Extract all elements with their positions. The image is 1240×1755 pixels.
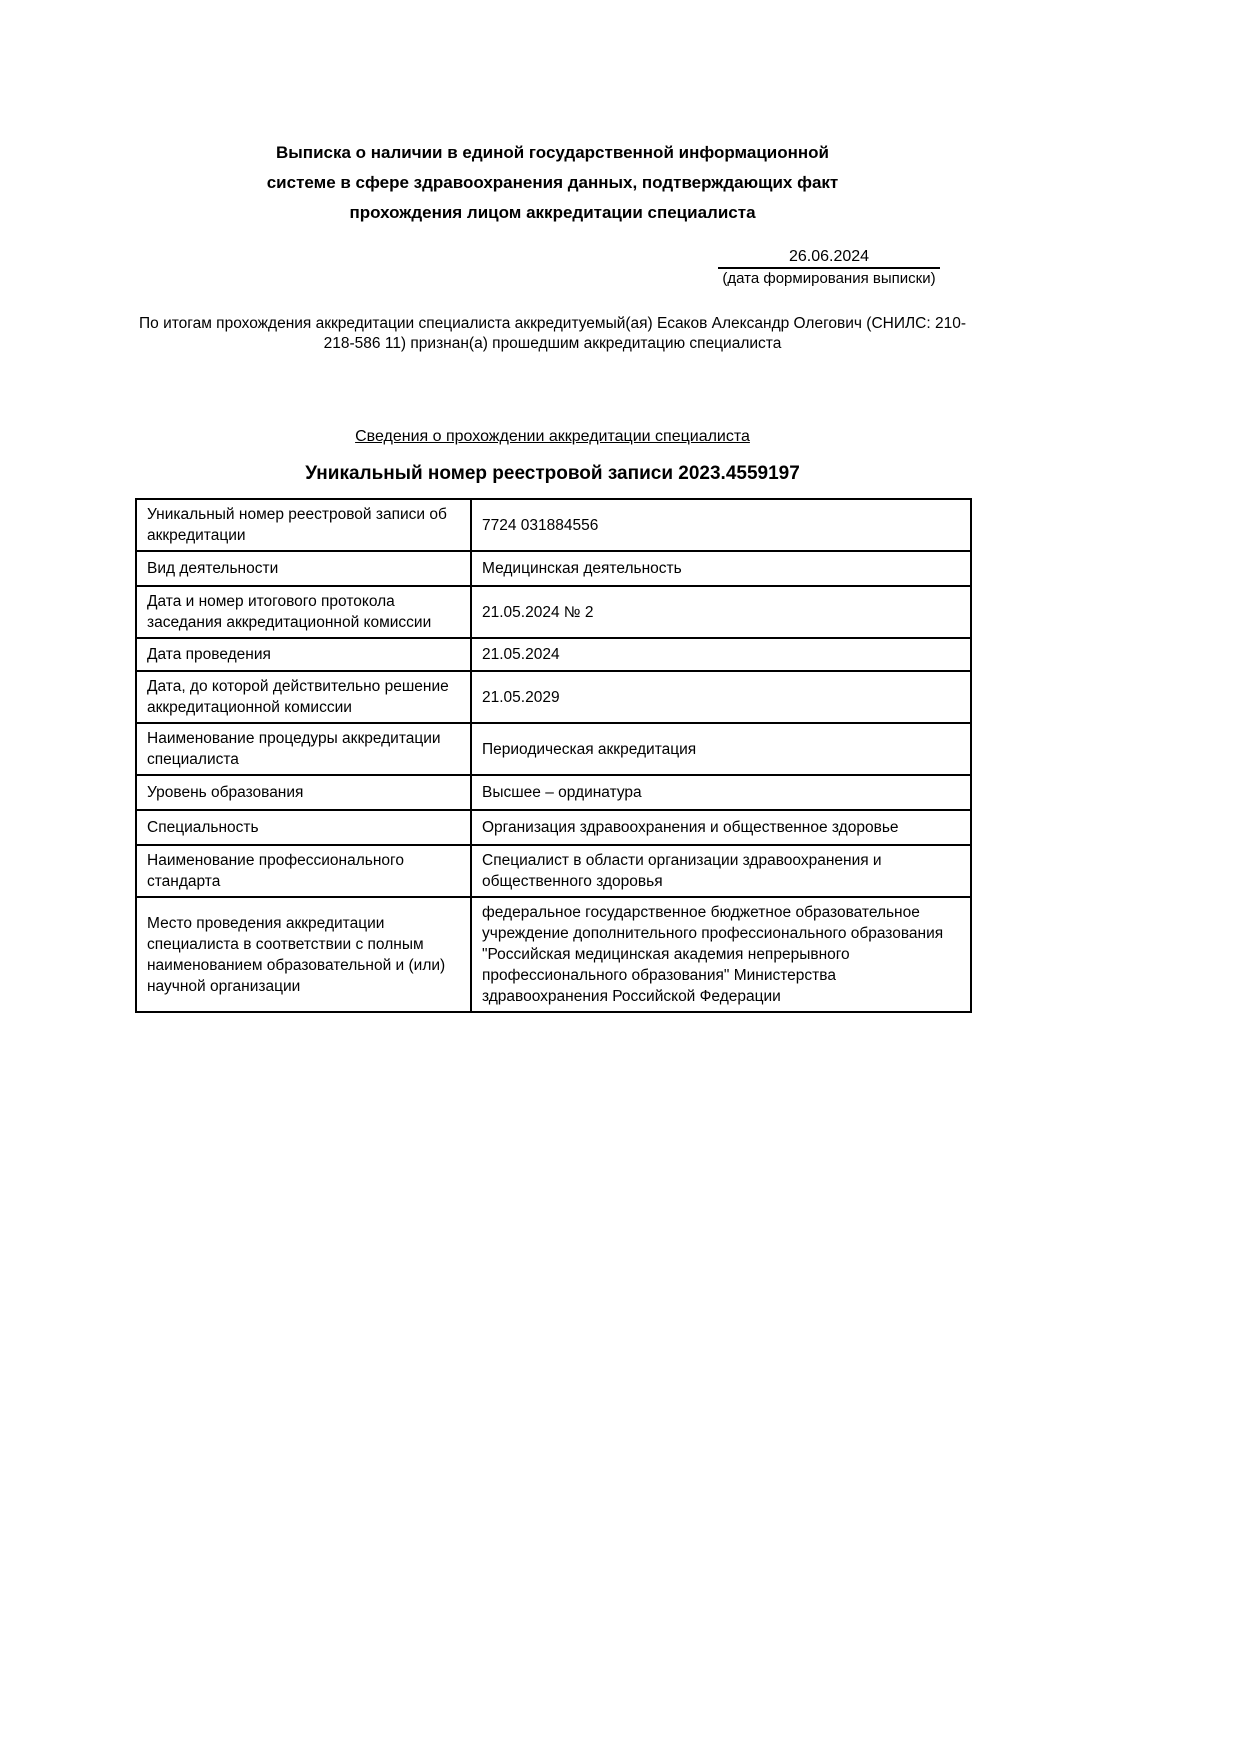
row-value: 7724 031884556 xyxy=(471,499,971,551)
row-value: 21.05.2029 xyxy=(471,671,971,723)
row-value: 21.05.2024 xyxy=(471,638,971,671)
formation-date-block xyxy=(718,247,940,288)
row-label: Наименование процедуры аккредитации специалиста xyxy=(136,723,471,775)
table-row xyxy=(136,499,971,551)
formation-date-caption: (дата формирования выписки) xyxy=(722,270,936,287)
table-row xyxy=(136,810,971,845)
table-row xyxy=(136,897,971,1012)
formation-date: 26.06.2024 xyxy=(718,247,940,269)
table-row xyxy=(136,775,971,810)
row-value: Медицинская деятельность xyxy=(471,551,971,586)
row-label: Дата, до которой действительно решение аккредитационной комиссии xyxy=(136,671,471,723)
row-label: Уникальный номер реестровой записи об аккредитации xyxy=(136,499,471,551)
document-title-line: Выписка о наличии в единой государственной информационной xyxy=(276,143,829,162)
document-title xyxy=(135,138,970,228)
table-row xyxy=(136,638,971,671)
row-label: Специальность xyxy=(136,810,471,845)
row-label: Дата проведения xyxy=(136,638,471,671)
registry-record-number: Уникальный номер реестровой записи 2023.4559197 xyxy=(305,463,800,484)
table-row xyxy=(136,551,971,586)
row-value: Специалист в области организации здравоохранения и общественного здоровья xyxy=(471,845,971,897)
document-title-line: системе в сфере здравоохранения данных, подтверждающих факт xyxy=(266,173,839,192)
row-label: Уровень образования xyxy=(136,775,471,810)
accreditation-table xyxy=(135,498,972,1013)
row-label: Вид деятельности xyxy=(136,551,471,586)
row-label: Место проведения аккредитации специалиста в соответствии с полным наименованием образовательной и (или) научной организации xyxy=(136,897,471,1012)
table-row xyxy=(136,723,971,775)
table-row xyxy=(136,845,971,897)
row-value: федеральное государственное бюджетное образовательное учреждение дополнительного профессионального образования "Российская медицинская академия непрерывного профессионального образования" Министерства здравоохранения Российской Федерации xyxy=(471,897,971,1012)
table-row xyxy=(136,671,971,723)
row-value: Высшее – ординатура xyxy=(471,775,971,810)
row-value: Периодическая аккредитация xyxy=(471,723,971,775)
table-row xyxy=(136,586,971,638)
document-title-line: прохождения лицом аккредитации специалиста xyxy=(349,203,756,222)
section-heading: Сведения о прохождении аккредитации специалиста xyxy=(355,428,750,445)
row-label: Дата и номер итогового протокола заседания аккредитационной комиссии xyxy=(136,586,471,638)
accreditation-result-paragraph: По итогам прохождения аккредитации специалиста аккредитуемый(ая) Есаков Александр Олегович (СНИЛС: 210-218-586 11) признан(а) прошедшим аккредитацию специалиста xyxy=(139,315,966,352)
row-value: 21.05.2024 № 2 xyxy=(471,586,971,638)
row-value: Организация здравоохранения и общественное здоровье xyxy=(471,810,971,845)
row-label: Наименование профессионального стандарта xyxy=(136,845,471,897)
